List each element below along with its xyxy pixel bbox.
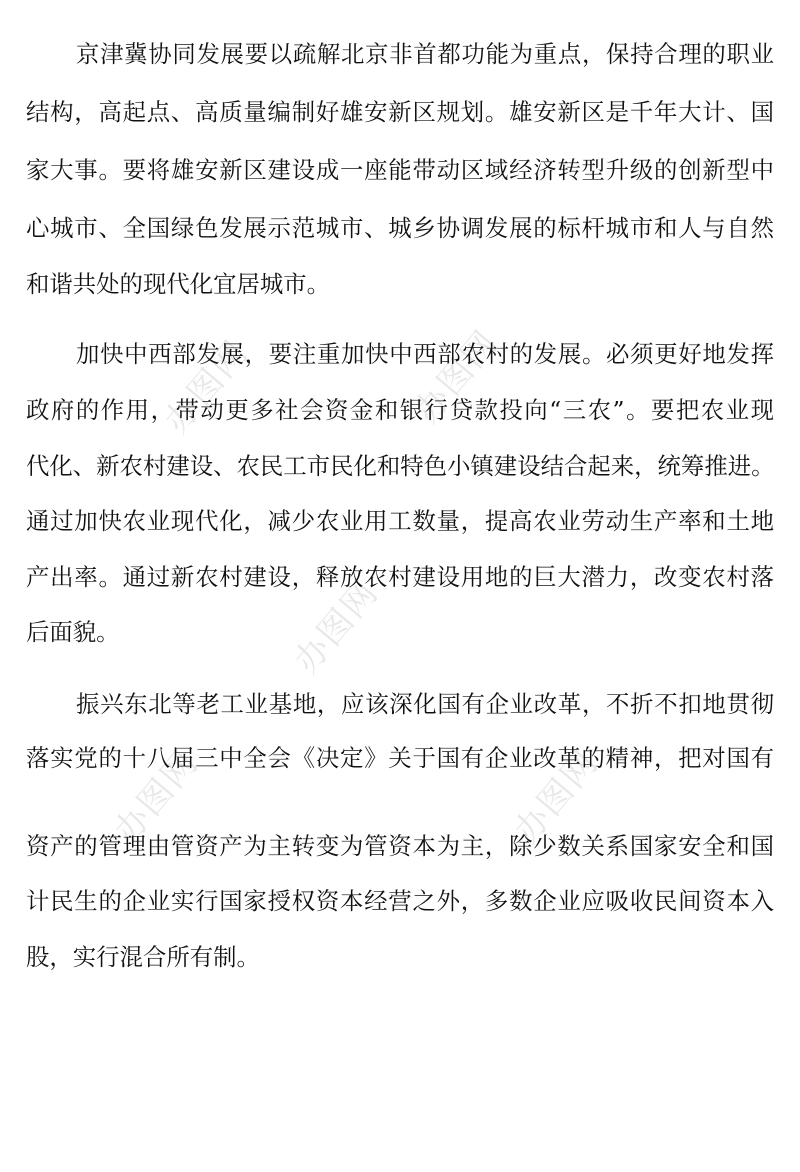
paragraph-line: 计民生的企业实行国家授权资本经营之外，多数企业应吸收民间资本入 bbox=[26, 887, 774, 915]
watermark: 办图网 bbox=[406, 322, 507, 431]
paragraph-line: 产出率。通过新农村建设，释放农村建设用地的巨大潜力，改变农村落 bbox=[26, 563, 774, 591]
paragraph-line: 结构，高起点、高质量编制好雄安新区规划。雄安新区是千年大计、国 bbox=[26, 98, 774, 126]
paragraph-line: 代化、新农村建设、农民工市民化和特色小镇建设结合起来，统筹推进。 bbox=[26, 452, 774, 480]
paragraph-line: 家大事。要将雄安新区建设成一座能带动区域经济转型升级的创新型中 bbox=[26, 156, 774, 184]
paragraph-line: 股，实行混合所有制。 bbox=[26, 943, 260, 971]
paragraph-line: 资产的管理由管资产为主转变为管资本为主，除少数关系国家安全和国 bbox=[26, 832, 774, 860]
paragraph-line: 振兴东北等老工业基地，应该深化国有企业改革，不折不扣地贯彻 bbox=[76, 690, 774, 718]
watermark: 办图网 bbox=[506, 742, 607, 851]
paragraph-line: 政府的作用，带动更多社会资金和银行贷款投向“三农”。要把农业现 bbox=[26, 396, 774, 424]
paragraph-line: 京津冀协同发展要以疏解北京非首都功能为重点，保持合理的职业 bbox=[76, 40, 774, 68]
paragraph-line: 后面貌。 bbox=[26, 618, 120, 646]
watermark: 办图网 bbox=[286, 572, 387, 681]
watermark: 办图网 bbox=[156, 332, 257, 441]
paragraph-line: 心城市、全国绿色发展示范城市、城乡协调发展的标杆城市和人与自然 bbox=[26, 214, 774, 242]
paragraph-line: 和谐共处的现代化宜居城市。 bbox=[26, 270, 331, 298]
paragraph-line: 加快中西部发展，要注重加快中西部农村的发展。必须更好地发挥 bbox=[76, 340, 774, 368]
paragraph-line: 通过加快农业现代化，减少农业用工数量，提高农业劳动生产率和土地 bbox=[26, 507, 774, 535]
watermark: 办图网 bbox=[106, 742, 207, 851]
paragraph-line: 落实党的十八届三中全会《决定》关于国有企业改革的精神，把对国有 bbox=[26, 744, 774, 772]
